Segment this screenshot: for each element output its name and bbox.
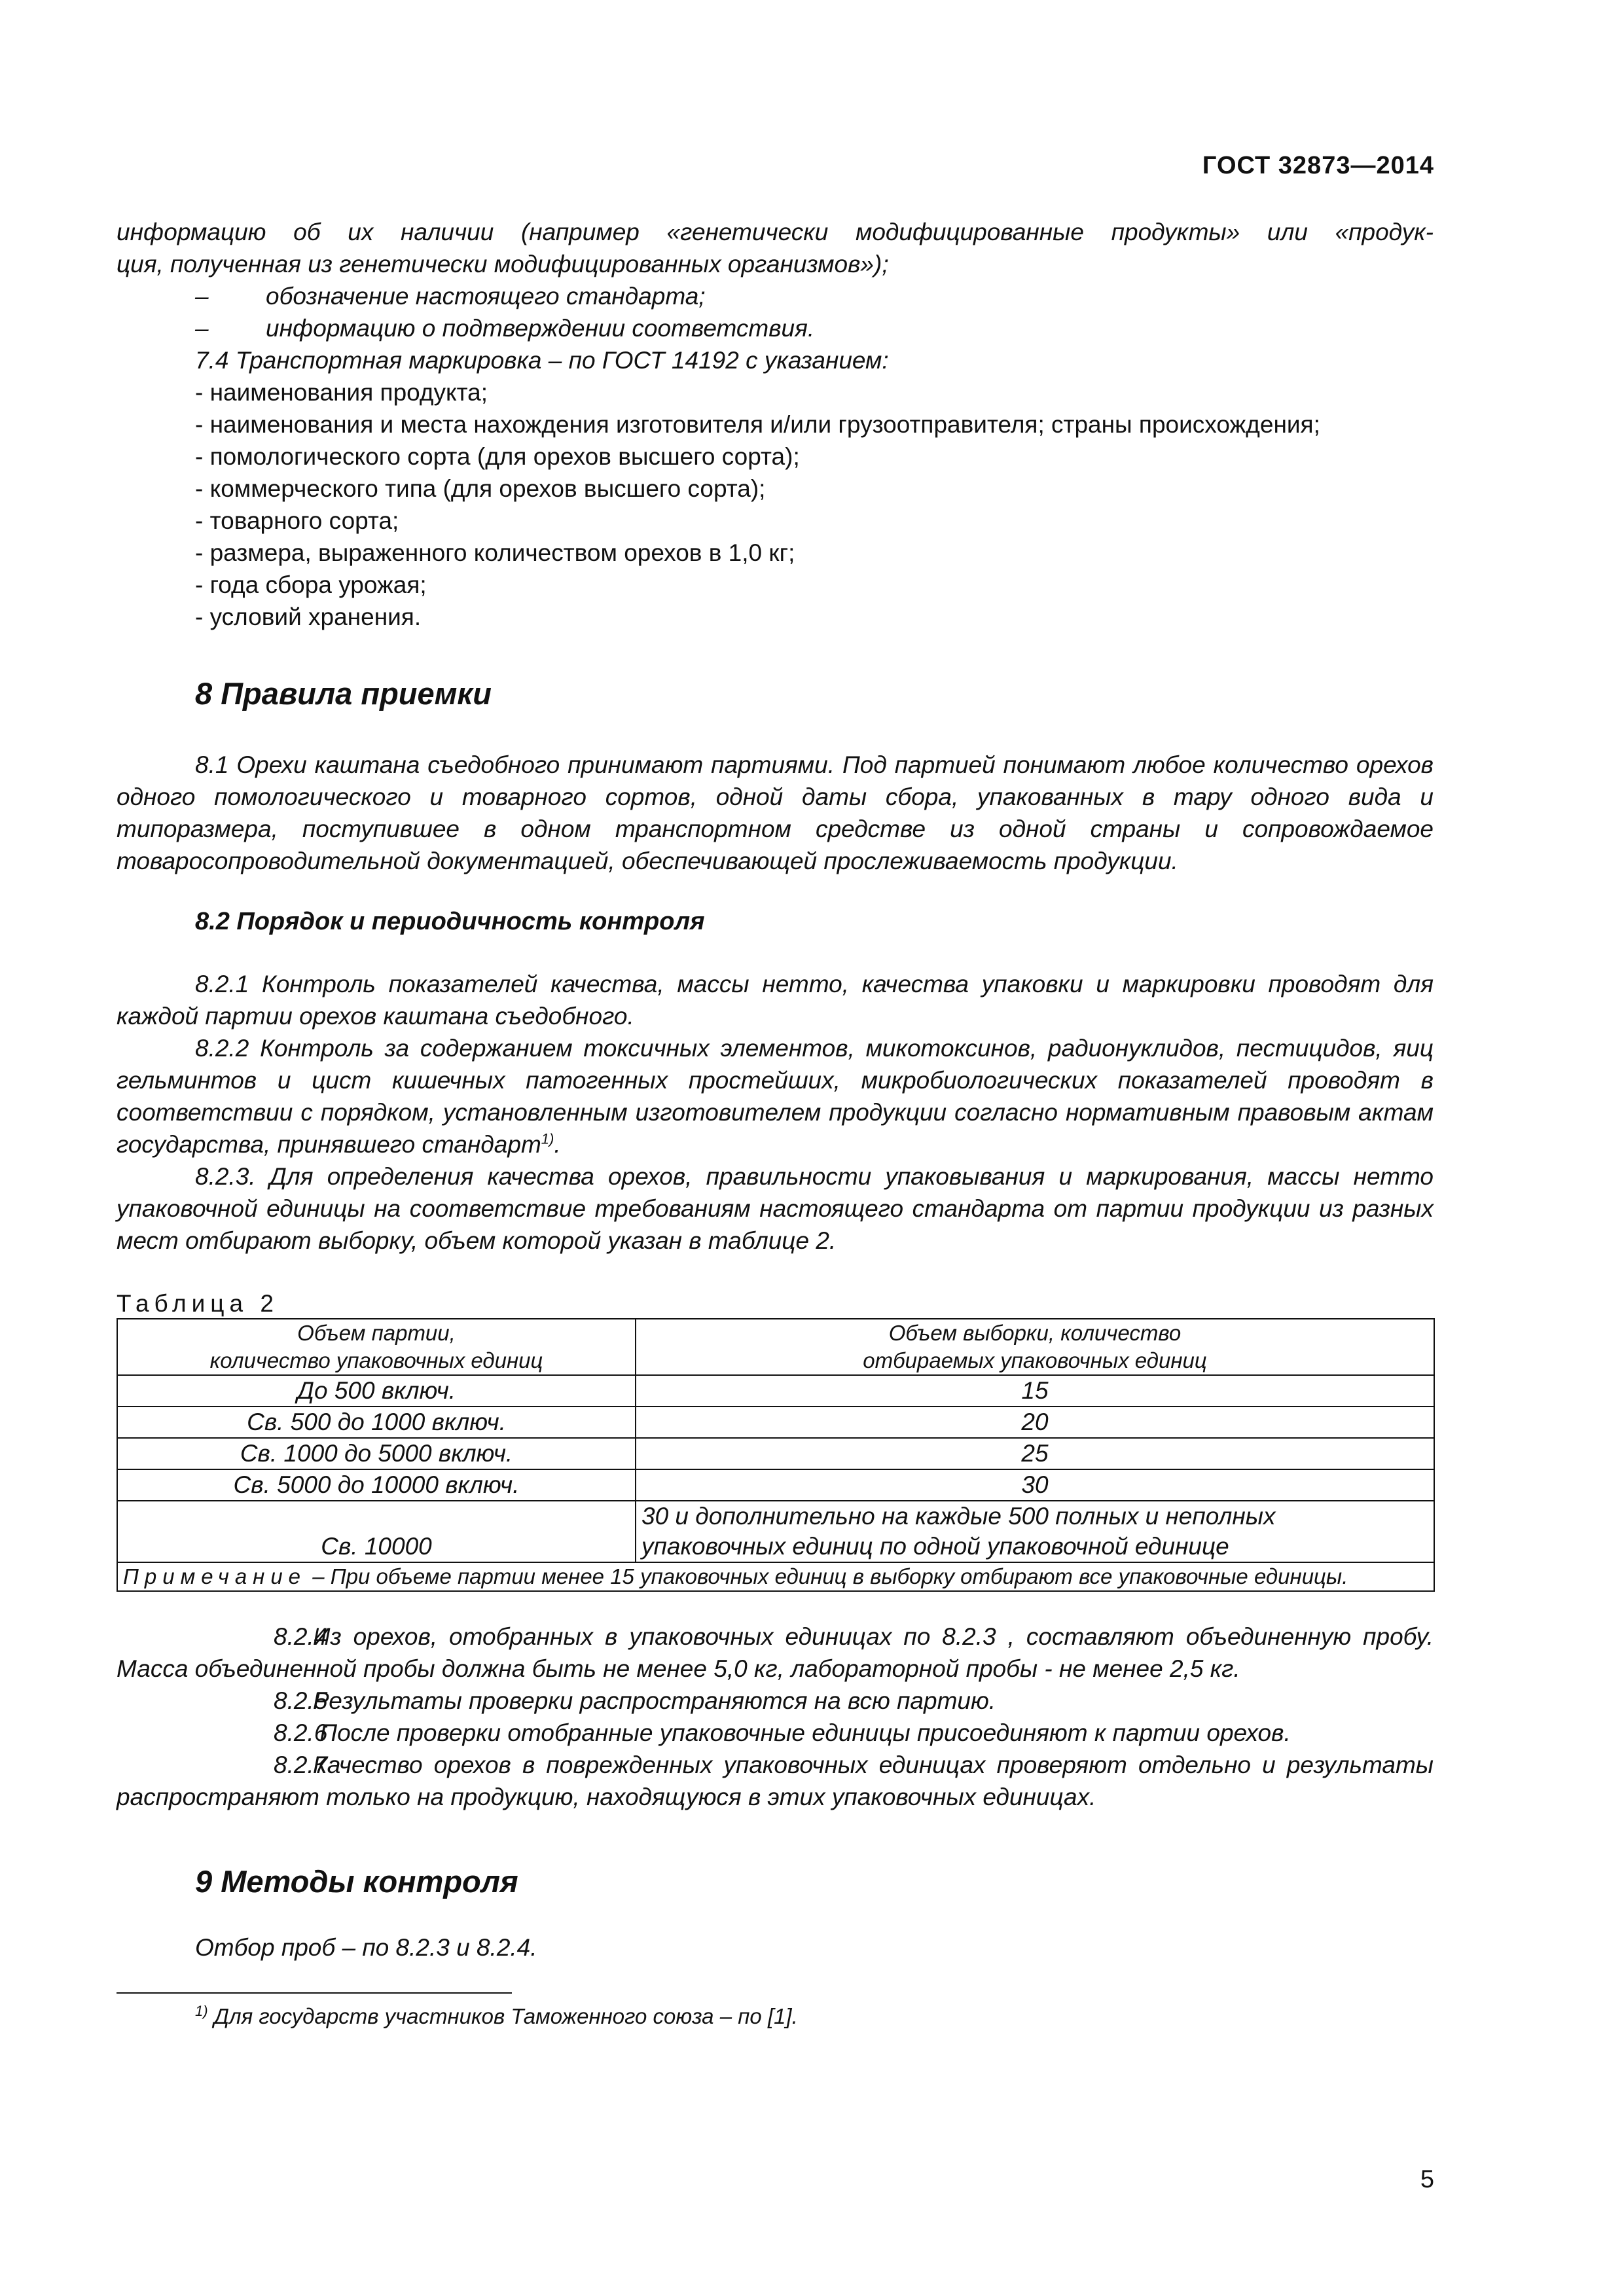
- paragraph-8-2-2: [117, 1032, 1434, 1160]
- paragraph-8-2-2-text: 8.2.2 Контроль за содержанием токсичных элементов, микотоксинов, радионуклидов, пестицидов, яиц гельминтов и цист кишечных патогенных простейших, микробиологических показателей проводят в соответствии с порядком, установленным изготовителем продукции согласно нормативным правовым актам государства, принявшего стандарт: [117, 1035, 1434, 1158]
- list-item: - товарного сорта;: [195, 507, 399, 534]
- header-lot-size-line2: количество упаковочных единиц: [209, 1348, 543, 1372]
- table-row: [117, 1469, 1434, 1501]
- paragraph-8-2-6: [117, 1717, 1434, 1749]
- paragraph-text: Из орехов, отобранных в упаковочных единицах по 8.2.3 , составляют объединенную пробу. Масса объединенной пробы должна быть не менее 5,0 кг, лабораторной пробы - не менее 2,5 кг.: [117, 1623, 1434, 1682]
- dash-item-text: обозначение настоящего стандарта;: [266, 283, 706, 310]
- sample-size-cell: 30: [636, 1469, 1434, 1501]
- list-item: - условий хранения.: [195, 603, 422, 630]
- header-sample-size-line1: Объем выборки, количество: [888, 1321, 1182, 1345]
- footnote-marker: 1): [195, 2003, 208, 2019]
- header-sample-size: [636, 1319, 1434, 1375]
- footnote-text: Для государств участников Таможенного союза – по [1].: [208, 2004, 798, 2028]
- dash-mark: –: [195, 315, 209, 342]
- paragraph-text: Результаты проверки распространяются на всю партию.: [313, 1687, 996, 1714]
- table-row: [117, 1501, 1434, 1562]
- footnote: [117, 2000, 1434, 2032]
- paragraph-text: Качество орехов в поврежденных упаковочных единицах проверяют отдельно и результаты распространяют только на продукцию, находящуюся в этих упаковочных единицах.: [117, 1751, 1434, 1810]
- list-item: - размера, выраженного количеством орехов в 1,0 кг;: [195, 539, 795, 566]
- sample-size-cell: 20: [636, 1407, 1434, 1438]
- list-item: - года сбора урожая;: [195, 571, 427, 598]
- paragraph-8-2-3: 8.2.3. Для определения качества орехов, правильности упаковывания и маркирования, массы нетто упаковочной единицы на соответствие требованиям настоящего стандарта от партии продукции из разных мест отбирают выборку, объем которой указан в таблице 2.: [117, 1163, 1434, 1254]
- document-code: ГОСТ 32873—2014: [1202, 152, 1434, 179]
- footnote-divider: [117, 1992, 512, 1994]
- page-content: [117, 216, 1434, 2032]
- subsection-8-2-heading: 8.2 Порядок и периодичность контроля: [195, 908, 705, 935]
- sample-size-line1: 30 и дополнительно на каждые 500 полных и неполных: [641, 1503, 1276, 1530]
- sample-size-cell: [636, 1501, 1434, 1562]
- paragraph-8-2-2-end: .: [554, 1131, 561, 1158]
- list-item: - коммерческого типа (для орехов высшего сорта);: [195, 475, 766, 502]
- paragraph-number: 8.2.7: [274, 1751, 328, 1778]
- dash-mark: –: [195, 283, 209, 310]
- paragraph-number: 8.2.5: [274, 1687, 328, 1714]
- table-header-row: [117, 1319, 1434, 1375]
- page-number: 5: [1420, 2166, 1434, 2193]
- paragraph-number: 8.2.4: [274, 1623, 328, 1650]
- table-note-row: [117, 1562, 1434, 1591]
- lot-size-cell: До 500 включ.: [117, 1375, 636, 1407]
- paragraph-8-2-4: [117, 1621, 1434, 1685]
- paragraph-8-2-7: [117, 1749, 1434, 1813]
- paragraph-8-2-1: 8.2.1 Контроль показателей качества, массы нетто, качества упаковки и маркировки проводят для каждой партии орехов каштана съедобного.: [117, 971, 1434, 1030]
- paragraph-text: После проверки отобранные упаковочные единицы присоединяют к партии орехов.: [313, 1719, 1291, 1746]
- dash-item-text: информацию о подтверждении соответствия.: [266, 315, 815, 342]
- table-row: [117, 1375, 1434, 1407]
- continuation-line-2: ция, полученная из генетически модифицированных организмов»);: [117, 251, 889, 278]
- lot-size-cell: Св. 500 до 1000 включ.: [117, 1407, 636, 1438]
- list-item: - наименования продукта;: [195, 379, 488, 406]
- sample-size-table: [117, 1318, 1435, 1592]
- sample-size-cell: 25: [636, 1438, 1434, 1469]
- header-lot-size: [117, 1319, 636, 1375]
- header-sample-size-line2: отбираемых упаковочных единиц: [863, 1348, 1207, 1372]
- sample-size-line2: упаковочных единиц по одной упаковочной единице: [641, 1533, 1229, 1560]
- lot-size-cell: Св. 10000: [117, 1501, 636, 1562]
- lot-size-cell: Св. 5000 до 10000 включ.: [117, 1469, 636, 1501]
- note-label: Примечание: [123, 1564, 307, 1588]
- footnote-ref: 1): [541, 1130, 554, 1147]
- sampling-reference: Отбор проб – по 8.2.3 и 8.2.4.: [195, 1934, 537, 1961]
- continuation-line-1: информацию об их наличии (например «генетически модифицированные продукты» или «продук-: [117, 219, 1434, 245]
- section-9-heading: 9 Методы контроля: [195, 1864, 518, 1899]
- table-note: [117, 1562, 1434, 1591]
- paragraph-8-2-5: [117, 1685, 1434, 1717]
- dash-item: [117, 312, 1434, 344]
- paragraph-7-4: 7.4 Транспортная маркировка – по ГОСТ 14192 с указанием:: [195, 347, 889, 374]
- section-8-heading: 8 Правила приемки: [195, 676, 492, 711]
- table-caption: Таблица 2: [117, 1290, 279, 1317]
- table-row: [117, 1407, 1434, 1438]
- paragraph-8-1: 8.1 Орехи каштана съедобного принимают партиями. Под партией понимают любое количество орехов одного помологического и товарного сортов, одной даты сбора, упакованных в тару одного вида и типоразмера, поступившее в одном транспортном средстве из одной страны и сопровождаемое товаросопроводительной документацией, обеспечивающей прослеживаемость продукции.: [117, 751, 1434, 874]
- list-item: - наименования и места нахождения изготовителя и/или грузоотправителя; страны происхождения;: [195, 411, 1320, 438]
- sample-size-cell: 15: [636, 1375, 1434, 1407]
- dash-item: [117, 280, 1434, 312]
- list-item: - помологического сорта (для орехов высшего сорта);: [195, 443, 800, 470]
- lot-size-cell: Св. 1000 до 5000 включ.: [117, 1438, 636, 1469]
- header-lot-size-line1: Объем партии,: [297, 1321, 456, 1345]
- note-text: – При объеме партии менее 15 упаковочных единиц в выборку отбирают все упаковочные единицы.: [306, 1564, 1348, 1588]
- table-row: [117, 1438, 1434, 1469]
- paragraph-number: 8.2.6: [274, 1719, 328, 1746]
